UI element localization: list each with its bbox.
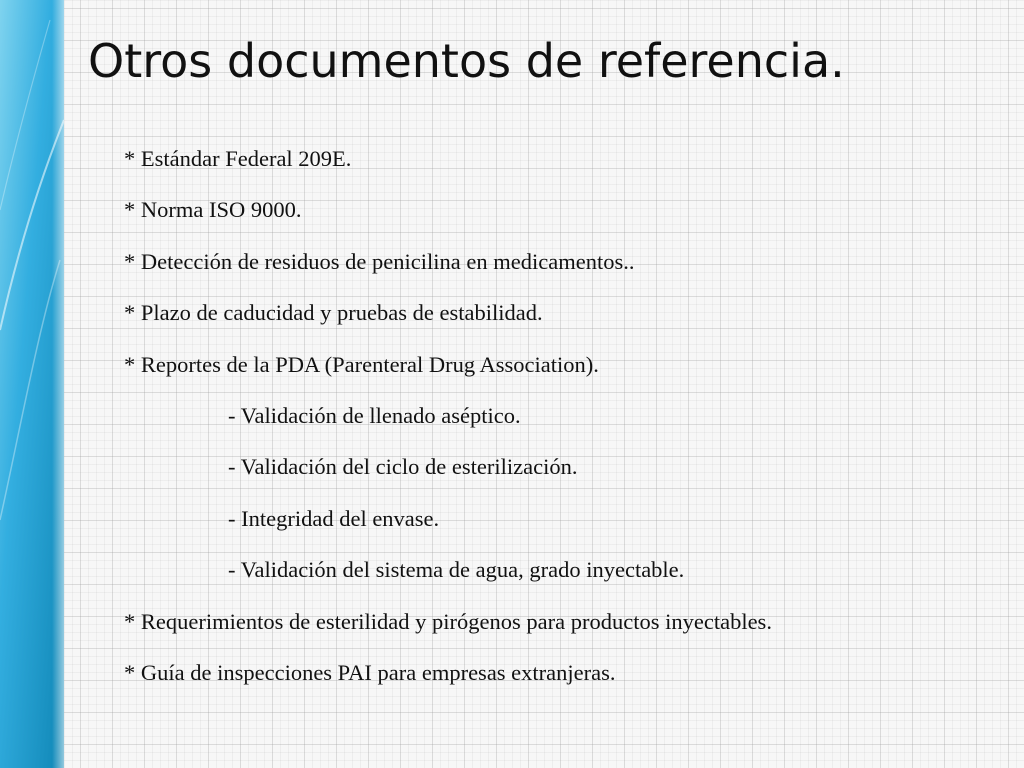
sub-list-item: - Validación del sistema de agua, grado inyectable. <box>228 557 685 583</box>
slide-title: Otros documentos de referencia. <box>88 34 845 88</box>
reference-list <box>124 140 772 705</box>
list-item: * Detección de residuos de penicilina en medicamentos.. <box>124 248 635 274</box>
sub-list-item: - Validación del ciclo de esterilización. <box>228 454 578 480</box>
side-decoration-band <box>0 0 64 768</box>
list-item: * Norma ISO 9000. <box>124 197 302 223</box>
sub-list-item: - Integridad del envase. <box>228 505 440 531</box>
list-item: * Guía de inspecciones PAI para empresas extranjeras. <box>124 659 616 685</box>
list-item: * Estándar Federal 209E. <box>124 146 352 171</box>
list-item: * Plazo de caducidad y pruebas de estabilidad. <box>124 300 543 326</box>
list-item: * Reportes de la PDA (Parenteral Drug Association). <box>124 351 599 377</box>
list-item: * Requerimientos de esterilidad y pirógenos para productos inyectables. <box>124 608 772 634</box>
sub-list-item: - Validación de llenado aséptico. <box>228 402 521 428</box>
